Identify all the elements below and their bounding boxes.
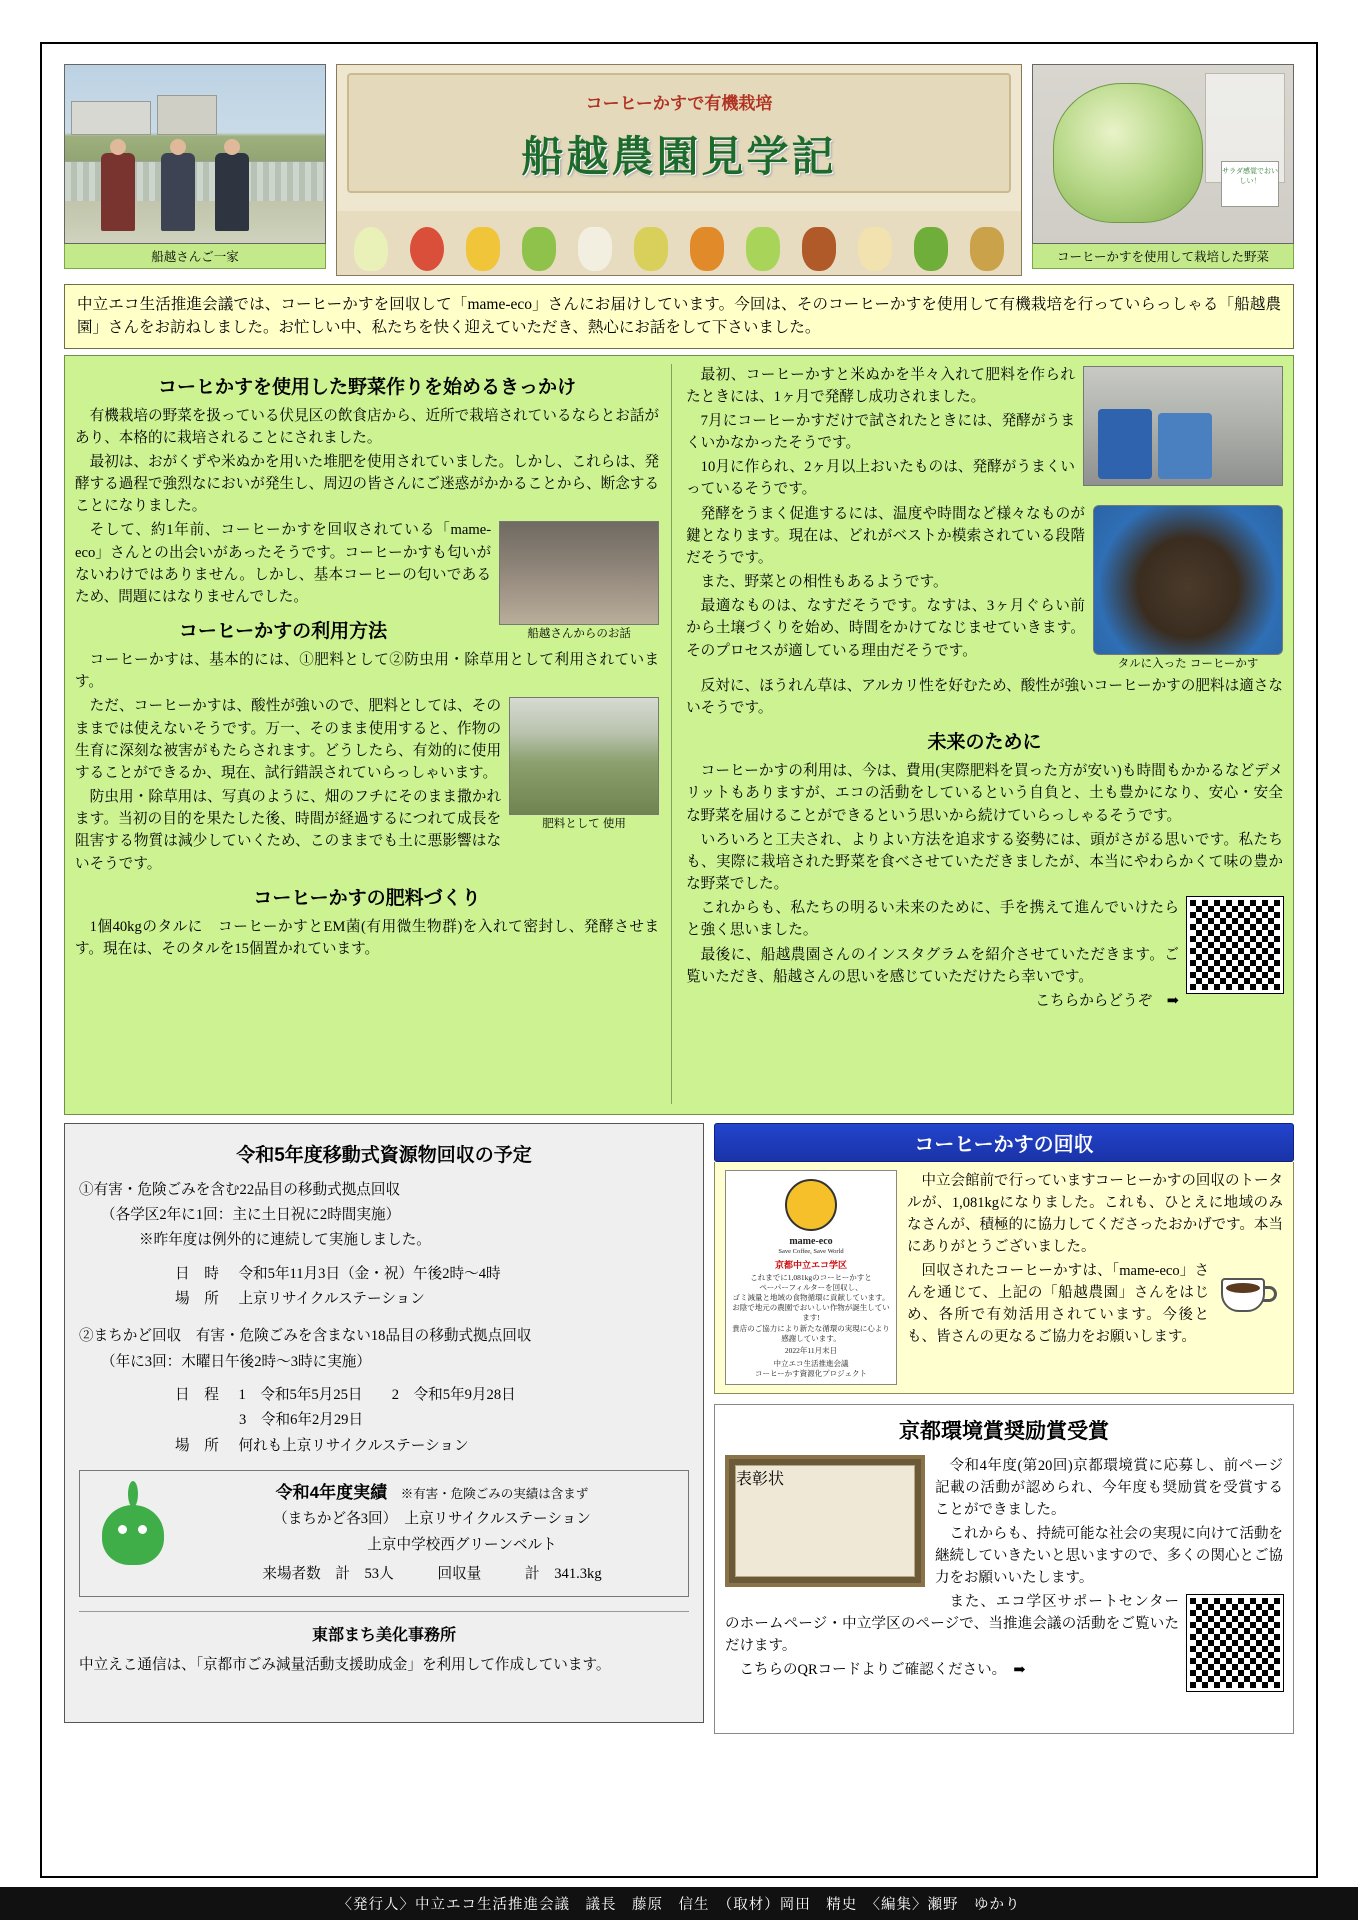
field-photo-block: [509, 697, 659, 831]
vegetable-icon: [970, 227, 1004, 271]
mascot-icon: [90, 1479, 176, 1571]
value: 令和5年11月3日（金・祝）午後2時～4時: [238, 1265, 501, 1282]
paragraph: 最初、コーヒーかすと米ぬかを半々入れて肥料を作られたときには、1ヶ月で発酵し成功されました。: [686, 366, 1075, 405]
homepage-qr-code-icon[interactable]: [1187, 1595, 1283, 1691]
paragraph: また、野菜との相性もあるようです。: [700, 574, 948, 591]
qr-instruction: こちらのQRコードよりご確認ください。 ➡: [739, 1661, 1026, 1678]
masthead: [336, 64, 1022, 276]
field-photo: [509, 697, 659, 815]
label: 場 所: [175, 1290, 219, 1307]
vegetable-icon: [746, 227, 780, 271]
vegetable-icon: [522, 227, 556, 271]
paragraph: これからも、私たちの明るい未来のために、手を携えて進んでいけたらと強く思いました。: [686, 900, 1179, 939]
field-photo-caption: 肥料として 使用: [542, 818, 626, 831]
lead-paragraph: 中立エコ生活推進会議では、コーヒーかすを回収して「mame-eco」さんにお届けしています。今回は、そのコーヒーかすを使用して有機栽培を行っていらっしゃる「船越農園」さんをお訪ねしました。お忙しい中、私たちを快く迎えていただき、熱心にお話をして下さいました。: [64, 284, 1294, 349]
qr-label: こちらからどうぞ ➡: [1035, 992, 1179, 1009]
schedule-item2-place: [175, 1435, 689, 1458]
label: 日 程: [175, 1386, 219, 1403]
certificate-photo: [725, 1455, 925, 1587]
vegetable-illustration-strip: [337, 211, 1021, 275]
recovery-title-bar: コーヒーかすの回収: [714, 1123, 1294, 1162]
person-2: [161, 153, 195, 231]
person-3: [215, 153, 249, 231]
vegetable-photo-caption: コーヒーかすを使用して栽培した野菜: [1032, 244, 1294, 269]
article-body: [64, 355, 1294, 1115]
compost-photo-block: [1093, 505, 1283, 671]
poster-footer-2: コーヒーかす資源化プロジェクト: [754, 1369, 868, 1379]
label: 場 所: [175, 1437, 219, 1454]
label: 日 時: [175, 1265, 219, 1282]
section-heading-future: 未来のために: [927, 732, 1042, 754]
paragraph: 令和4年度(第20回)京都環境賞に応募し、前ページ記載の活動が認められ、今年度も奨励賞を受賞することができました。: [935, 1457, 1283, 1518]
value: 1 令和5年5月25日 2 令和5年9月28日: [238, 1386, 516, 1403]
paragraph: コーヒーかすの利用は、今は、費用(実際肥料を買った方が安い)も時間もかかるなどデメリットもありますが、エコの活動をしているという自負と、土も豊かになり、安心・安全な野菜を届けることができるという思いから続けていらっしゃるそうです。: [686, 763, 1283, 824]
schedule-item2-note: （年に3回：木曜日午後2時～3時に実施）: [101, 1353, 371, 1370]
paragraph: そして、約1年前、コーヒーかすを回収されている「mame-eco」さんとの出会いがあったそうです。コーヒーかすも匂いがないわけではありません。しかし、基本コーヒーの匂いであるため、問題にはなりませんでした。: [75, 522, 492, 605]
poster-head: 京都中立エコ学区: [774, 1259, 847, 1270]
mame-eco-poster: [725, 1170, 897, 1385]
meeting-photo-block: [499, 521, 659, 641]
paragraph: 7月にコーヒーかすだけで試されたときには、発酵がうまくいかなかったそうです。: [686, 412, 1075, 452]
article-column-left: [75, 364, 672, 1104]
poster-line-4: お陰で地元の農園でおいしい作物が誕生しています!: [732, 1303, 890, 1323]
schedule-item2-date: [175, 1384, 689, 1407]
award-title: 京都環境賞奨励賞受賞: [899, 1419, 1109, 1443]
house-shape-2: [157, 95, 217, 135]
vegetable-icon: [634, 227, 668, 271]
results-line-3: 来場者数 計 53人 回収量 計 341.3kg: [262, 1565, 602, 1582]
vegetable-icon: [690, 227, 724, 271]
results-note: ※有害・危険ごみの実績は含まず: [400, 1486, 589, 1501]
paragraph: ただ、コーヒーかすは、酸性が強いので、肥料としては、そのままでは使えないそうです。万一、そのまま使用すると、作物の生育に深刻な被害がもたらされます。どうしたら、有効的に使用することができるか、現在、試行錯誤されていらっしゃいます。: [75, 698, 502, 781]
vegetable-icon: [466, 227, 500, 271]
poster-sub: Save Coffee, Save World: [778, 1248, 844, 1255]
qr-code-icon[interactable]: [1187, 897, 1283, 993]
family-photo: [64, 64, 326, 244]
page-footer: 〈発行人〉中立エコ生活推進会議 議長 藤原 信生 （取材）岡田 精史 〈編集〉瀬野 ゆかり: [0, 1887, 1358, 1920]
schedule-panel: [64, 1123, 704, 1723]
paragraph: 防虫用・除草用は、写真のように、畑のフチにそのまま撒かれます。当初の目的を果たした後、時間が経過するにつれて成長を阻害する物質は減少していくため、このままでも土に悪影響はないそうです。: [75, 789, 502, 872]
section-heading-origin: コーヒかすを使用した野菜作りを始めるきっかけ: [158, 376, 577, 398]
poster-line-1: これまでに1,081kgのコーヒーかすと: [750, 1272, 872, 1282]
masthead-title: 船越農園見学記: [521, 133, 837, 180]
bee-logo-icon: [785, 1179, 837, 1231]
photo-tag: サラダ感覚でおいしい！: [1221, 161, 1279, 207]
schedule-item1-note2: ※昨年度は例外的に連続して実施しました。: [139, 1232, 431, 1249]
barrel-photo: [1083, 366, 1283, 486]
schedule-item1-note1: （各学区2年に1回：主に土日祝に2時間実施）: [101, 1206, 401, 1223]
schedule-item2-date2: 3 令和6年2月29日: [239, 1412, 364, 1429]
family-photo-block: [64, 64, 326, 269]
vegetable-icon: [410, 227, 444, 271]
compost-photo: [1093, 505, 1283, 655]
paragraph: 最適なものは、なすだそうです。なすは、3ヶ月ぐらい前から土壌づくりを始め、時間をかけてなじませていきます。そのプロセスが適している理由だそうです。: [686, 598, 1085, 659]
family-photo-caption: 船越さんご一家: [64, 244, 326, 269]
vegetable-photo: [1032, 64, 1294, 244]
person-1: [101, 153, 135, 231]
barrel-photo-block: [1083, 366, 1283, 486]
schedule-item1-place: [175, 1288, 689, 1311]
paragraph: 発酵をうまく促進するには、温度や時間など様々なものが鍵となります。現在は、どれがベストか模索されている段階だそうです。: [686, 505, 1085, 566]
office-name: 東部まち美化事務所: [79, 1611, 689, 1645]
masthead-subtitle: コーヒーかすで有機栽培: [585, 94, 773, 113]
paragraph: 中立会館前で行っていますコーヒーかすの回収のトータルが、1,081kgになりました。これも、ひとえに地域のみなさんが、積極的に協力してくださったおかげです。本当にありがとうございました。: [907, 1172, 1283, 1255]
vegetable-icon: [914, 227, 948, 271]
paragraph: いろいろと工夫され、よりよい方法を追求する姿勢には、頭がさがる思いです。私たちも、実際に栽培された野菜を食べさせていただきましたが、本当にやわらかくて味の豊かな野菜でした。: [686, 831, 1283, 893]
paragraph: 最後に、船越農園さんのインスタグラムを紹介させていただきます。ご覧いただき、船越さんの思いを感じていただけたら幸いです。: [686, 946, 1179, 985]
house-shape: [71, 101, 151, 135]
schedule-title: 令和5年度移動式資源物回収の予定: [236, 1144, 532, 1166]
paragraph: 1個40kgのタルに コーヒーかすとEM菌(有用微生物群)を入れて密封し、発酵させます。現在は、そのタルを15個置かれています。: [75, 918, 660, 957]
section-heading-usage: コーヒーかすの利用方法: [178, 621, 388, 643]
lower-section: [64, 1123, 1294, 1723]
award-panel: [714, 1404, 1294, 1734]
paragraph: 10月に作られ、2ヶ月以上おいたものは、発酵がうまくいっているそうです。: [686, 459, 1075, 498]
results-box: [79, 1470, 689, 1597]
meeting-photo-caption: 船越さんからのお話: [527, 628, 631, 641]
paragraph: 反対に、ほうれん草は、アルカリ性を好むため、酸性が強いコーヒーかすの肥料は適さないそうです。: [686, 677, 1283, 717]
coffee-cup-icon: [1215, 1270, 1279, 1322]
paragraph: 回収されたコーヒーかすは、「mame-eco」さんを通じて、上記の「船越農園」さんをはじめ、各所で有効活用されています。今後とも、皆さんの更なるご協力をお願いします。: [907, 1262, 1209, 1345]
vegetable-icon: [354, 227, 388, 271]
vegetable-photo-block: [1032, 64, 1294, 269]
poster-brand: mame-eco: [789, 1235, 833, 1247]
poster-line-5: 貴店のご協力により新たな循環の実現に心より感謝しています。: [732, 1323, 890, 1343]
recovery-panel: [714, 1162, 1294, 1394]
paragraph: また、エコ学区サポートセンターのホームページ・中立学区のページで、当推進会議の活動をご覧いただけます。: [725, 1593, 1179, 1654]
paragraph: コーヒーかすは、基本的には、①肥料として②防虫用・除草用として利用されています。: [75, 652, 660, 691]
results-title-row: [186, 1479, 678, 1506]
poster-line-2: ペーパーフィルターを回収し、: [759, 1283, 863, 1293]
instagram-qr-block[interactable]: [1187, 897, 1283, 993]
schedule-item2-heading: ②まちかど回収 有害・危険ごみを含まない18品目の移動式拠点回収: [79, 1328, 532, 1345]
right-column: [714, 1123, 1294, 1723]
results-title: 令和4年度実績: [275, 1482, 388, 1502]
grant-note: 中立えこ通信は、「京都市ごみ減量活動支援助成金」を利用して作成しています。: [79, 1657, 611, 1674]
poster-footer-1: 中立エコ生活推進会議: [773, 1358, 849, 1368]
poster-line-3: ゴミ減量と地域の食物循環に貢献しています。: [732, 1293, 890, 1303]
certificate-inner: 表彰状: [735, 1465, 915, 1577]
paragraph: 有機栽培の野菜を扱っている伏見区の飲食店から、近所で栽培されているならとお話があり、本格的に栽培されることにされました。: [75, 407, 660, 446]
article-column-right: [686, 364, 1283, 1104]
results-line-2: 上京中学校西グリーンベルト: [367, 1536, 557, 1553]
schedule-item1-datetime: [175, 1263, 689, 1286]
meeting-photo: [499, 521, 659, 625]
compost-photo-caption: タルに入った コーヒーかす: [1117, 657, 1259, 670]
value: 何れも上京リサイクルステーション: [238, 1437, 469, 1454]
section-heading-fertilizer: コーヒーかすの肥料づくり: [253, 887, 481, 909]
value: 上京リサイクルステーション: [238, 1290, 425, 1307]
newsletter-page: [40, 42, 1318, 1878]
vegetable-icon: [858, 227, 892, 271]
schedule-item1-heading: ①有害・危険ごみを含む22品目の移動式拠点回収: [79, 1181, 401, 1198]
paragraph: これからも、持続可能な社会の実現に向けて活動を継続していきたいと思いますので、多くの関心とご協力をお願いいたします。: [935, 1525, 1283, 1586]
paragraph: 最初は、おがくずや米ぬかを用いた堆肥を使用されていました。しかし、これらは、発酵する過程で強烈なにおいが発生し、周辺の皆さんにご迷惑がかかることから、断念することになりました。: [75, 453, 660, 515]
vegetable-icon: [802, 227, 836, 271]
cabbage-shape: [1053, 83, 1203, 223]
results-line-1: （まちかど各3回） 上京リサイクルステーション: [273, 1511, 591, 1528]
vegetable-icon: [578, 227, 612, 271]
poster-date: 2022年11月末日: [784, 1345, 838, 1355]
header: [42, 44, 1316, 276]
